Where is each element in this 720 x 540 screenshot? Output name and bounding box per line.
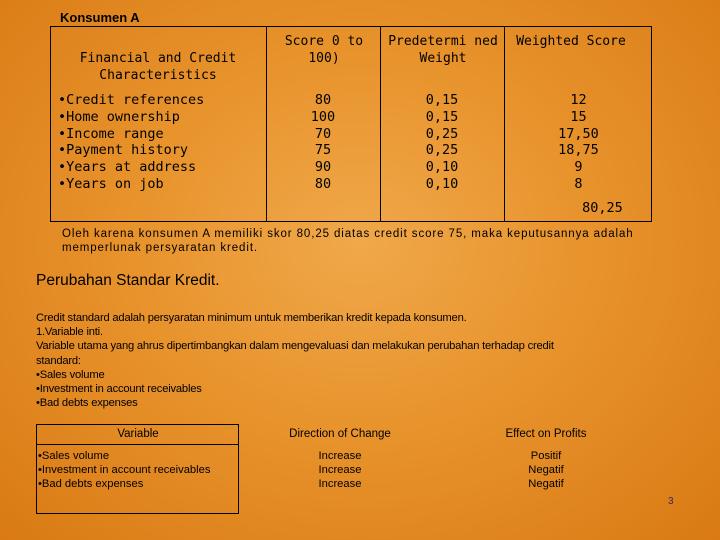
table-border-left: [50, 26, 51, 222]
criteria-item: •Payment history: [58, 142, 189, 159]
header-variable: Variable: [117, 428, 159, 440]
weighted-score-value: 9: [574, 159, 583, 176]
slide-title: Konsumen A: [60, 10, 140, 25]
score-value: 90: [314, 159, 332, 176]
table-divider: [36, 444, 238, 445]
weight-value: 0,10: [425, 159, 459, 176]
weighted-score-column: [506, 92, 651, 193]
table-border-left: [36, 424, 37, 514]
page-number: 3: [668, 496, 674, 507]
score-value: 80: [314, 92, 332, 108]
table-divider: [504, 26, 505, 222]
effect-table: [36, 424, 656, 524]
body-line: Credit standard adalah persyaratan minimum untuk memberikan kredit kepada konsumen.: [36, 312, 467, 324]
weighted-score-value: 12: [570, 92, 587, 108]
weight-value: 0,25: [425, 142, 459, 159]
credit-score-table: [50, 26, 652, 222]
score-value: 70: [314, 125, 332, 142]
effect-list: [456, 449, 636, 492]
body-line: •Bad debts expenses: [36, 397, 138, 410]
score-value: 100: [310, 108, 336, 125]
criteria-item: •Years on job: [58, 175, 164, 192]
weighted-score-value: 18,75: [558, 142, 599, 159]
variable-item: •Sales volume: [38, 450, 110, 462]
table-border-top: [36, 424, 238, 425]
body-line: Variable utama yang ahrus dipertimbangkan dalam mengevaluasi dan melakukan perubahan terhadap credit: [36, 340, 554, 353]
weighted-score-value: 15: [570, 108, 587, 125]
direction-list: [240, 449, 440, 492]
table-border-bottom: [50, 221, 652, 222]
header-score: Score 0 to 100): [284, 34, 364, 66]
table-divider: [238, 424, 239, 514]
score-column: [268, 92, 378, 193]
variable-item: •Investment in account receivables: [38, 464, 211, 477]
criteria-item: •Home ownership: [58, 108, 180, 125]
weight-column: [382, 92, 502, 193]
header-direction: Direction of Change: [289, 428, 391, 440]
header-effect: Effect on Profits: [505, 428, 587, 440]
variable-item: •Bad debts expenses: [38, 478, 144, 491]
criteria-item: •Income range: [58, 125, 164, 142]
effect-item: Negatif: [528, 464, 564, 477]
direction-item: Increase: [318, 450, 362, 462]
body-line: 1.Variable inti.: [36, 326, 103, 339]
weighted-score-value: 17,50: [558, 125, 599, 142]
table-border-right: [651, 26, 652, 222]
weight-value: 0,25: [425, 125, 459, 142]
criteria-list: [58, 92, 204, 193]
effect-item: Positif: [530, 450, 562, 462]
table-border-bottom: [36, 513, 238, 514]
table-divider: [266, 26, 267, 222]
criteria-item: •Years at address: [58, 159, 197, 176]
header-weighted-score: Weighted Score: [516, 34, 626, 49]
weight-value: 0,10: [425, 175, 459, 192]
section-heading: Perubahan Standar Kredit.: [36, 272, 220, 289]
direction-item: Increase: [318, 464, 362, 477]
variable-list: [38, 449, 234, 492]
total-weighted-score: 80,25: [582, 200, 623, 216]
weighted-score-value: 8: [574, 175, 583, 192]
body-line: •Sales volume: [36, 368, 105, 381]
score-value: 80: [314, 175, 332, 192]
table-divider: [380, 26, 381, 222]
section-body: [36, 311, 676, 410]
header-weight: Predetermi ned Weight: [388, 34, 498, 66]
table-border-top: [50, 26, 652, 27]
effect-item: Negatif: [528, 478, 564, 491]
body-line: standard:: [36, 354, 81, 367]
header-criteria: Financial and Credit Characteristics: [79, 51, 237, 83]
conclusion-text: Oleh karena konsumen A memiliki skor 80,25 diatas credit score 75, maka keputusannya adalah memperlunak persyaratan kredit.: [62, 228, 634, 254]
body-line: •Investment in account receivables: [36, 383, 202, 396]
weight-value: 0,15: [425, 92, 459, 108]
weight-value: 0,15: [425, 108, 459, 125]
score-value: 75: [314, 142, 332, 159]
direction-item: Increase: [318, 478, 362, 491]
criteria-item: •Credit references: [58, 92, 205, 108]
